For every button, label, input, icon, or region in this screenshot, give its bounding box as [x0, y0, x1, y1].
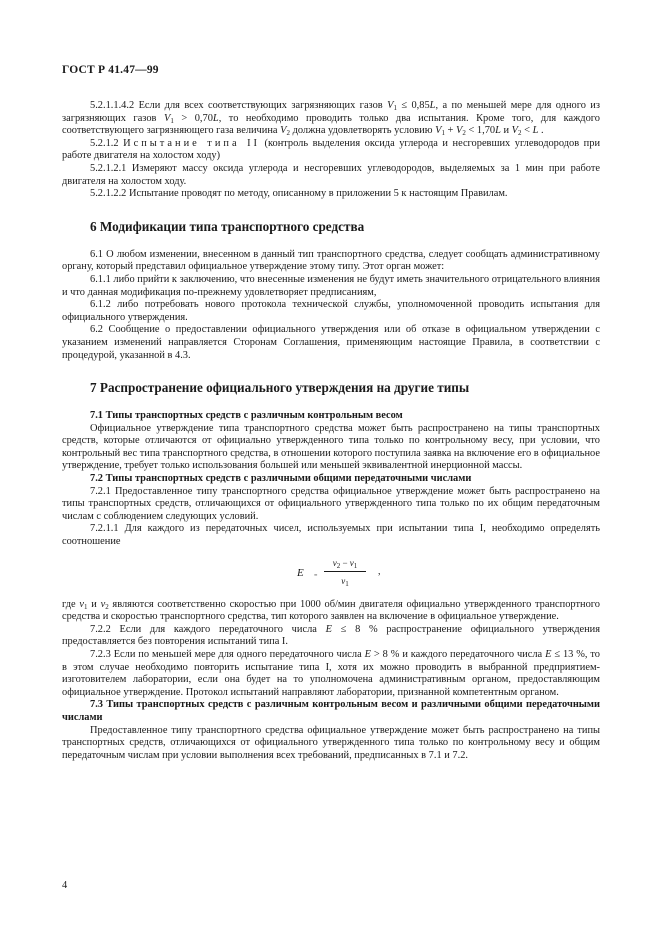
paragraph-5-2-1-2-1: 5.2.1.2.1 Измеряют массу оксида углерода и несгоревших углеводородов, выделяемых за 1 мин при работе двигателя на холостом ходу. — [62, 162, 600, 187]
ratio-formula — [62, 557, 600, 593]
formula-numerator: $v_2 - v_1$ — [332, 557, 358, 570]
paragraph-6-1-2: 6.1.2 либо потребовать нового протокола технической службы, уполномоченной проводить испытания для официального утверждения. — [62, 299, 600, 323]
paragraph-6-2: 6.2 Сообщение о предоставлении официального утверждения или об отказе в официальном утверждении с указанием изменений направляется Сторонам Соглашения, применяющим настоящие Правила, в соответствии с процедурой, указанной в 4.3. — [62, 324, 600, 361]
subsection-7-1-heading: 7.1 Типы транспортных средств с различным контрольным весом — [90, 410, 403, 422]
section-6-heading: 6 Модификации типа транспортного средства — [90, 218, 365, 234]
paragraph-5-2-1-2: 5.2.1.2 Испытание типа II (контроль выделения оксида углерода и несгоревших углеводородов при работе двигателя на холостом ходу) — [62, 137, 600, 162]
paragraph-6-1: 6.1 О любом изменении, внесенном в данный тип транспортного средства, следует сообщать административному органу, который представил официальное утверждение этому типу. Этот орган может: — [62, 248, 600, 273]
subsection-7-3-heading: 7.3 Типы транспортных средств с различным контрольным весом и различными общими передаточными числами — [62, 699, 600, 723]
formula-denominator: $v_1$ — [341, 575, 349, 588]
formula-fraction-bar — [324, 571, 366, 572]
paragraph-formula-explanation: где $v_1$ и $v_2$ являются соответственно скоростью при 1000 об/мин двигателя официально утвержденного транспортного средства и скоростью транспортного средства, тип которого заявлен на включение в официальное утверждение. — [62, 598, 600, 623]
formula-comma: , — [378, 565, 381, 577]
paragraph-7-2-1: 7.2.1 Предоставленное типу транспортного средства официальное утверждение может быть распространено на типы транспортных средств, отличающихся от официального утвержденного типа только по их общим передаточным числам с соблюдением следующих условий. — [62, 485, 600, 522]
document-header: ГОСТ Р 41.47—99 — [62, 64, 159, 76]
paragraph-5-2-1-2-2: 5.2.1.2.2 Испытание проводят по методу, описанному в приложении 5 к настоящим Правилам. — [90, 188, 508, 200]
formula-fraction — [324, 557, 366, 587]
paragraph-7-2-2: 7.2.2 Если для каждого передаточного числа E ≤ 8 % распространение официального утверждения предоставляется без повторения испытаний типа I. — [62, 623, 600, 648]
paragraph-7-2-1-1: 7.2.1.1 Для каждого из передаточных чисел, используемых при испытании типа I, необходимо определять соотношение — [62, 523, 600, 548]
formula-lhs: E — [297, 566, 304, 579]
formula-equals: = — [314, 572, 318, 579]
paragraph-7-1: Официальное утверждение типа транспортного средства может быть распространено на типы транспортных средств, которые отличаются от официально утвержденного типа только по контрольному весу, при условии, что контрольный вес типа транспортного средства, в отношении которого поступила заявка на включение его в официальное утверждение, требует только использования большей или меньшей эквивалентной инерционной массы. — [62, 422, 600, 472]
paragraph-7-2-3: 7.2.3 Если по меньшей мере для одного передаточного числа E > 8 % и каждого передаточного числа E ≤ 13 %, то в этом случае необходимо повторить испытание типа I, хотя их можно проводить в выбранной предприятием-изготовителем лаборатории, если она будет на то уполномочена административным органом, предоставляющим официальное утверждение. Протокол испытаний направляют лаборатории, признанной компетентным органом. — [62, 649, 600, 698]
paragraph-7-3: Предоставленное типу транспортного средства официальное утверждение может быть распространено на типы транспортных средств, отличающихся от официального утвержденного типа только по контрольному весу и общим передаточным числам при условии выполнения всех требований, предписанных в 7.1 и 7.2. — [62, 724, 600, 761]
paragraph-6-1-1: 6.1.1 либо прийти к заключению, что внесенные изменения не будут иметь значительного отрицательного влияния и что данная модификация по-прежнему удовлетворяет предписаниям, — [62, 273, 600, 298]
section-7-heading: 7 Распространение официального утверждения на другие типы — [90, 380, 470, 396]
paragraph-5-2-1-1-4-2: 5.2.1.1.4.2 Если для всех соответствующих загрязняющих газов $V_1 \le 0,85L$, а по меньшей мере для одного из загрязняющих газов $V_1 > 0,70L$, то необходимо проводить только два испытания. Кроме того, для каждого соответствующего загрязняющего газа величина $V_2$ должна удовлетворять условию $V_1 + V_2 < 1,70L$ и $V_2 < L$ . — [62, 100, 600, 138]
page-number: 4 — [62, 880, 68, 891]
subsection-7-2-heading: 7.2 Типы транспортных средств с различными общими передаточными числами — [90, 473, 472, 485]
document-body — [62, 100, 600, 762]
